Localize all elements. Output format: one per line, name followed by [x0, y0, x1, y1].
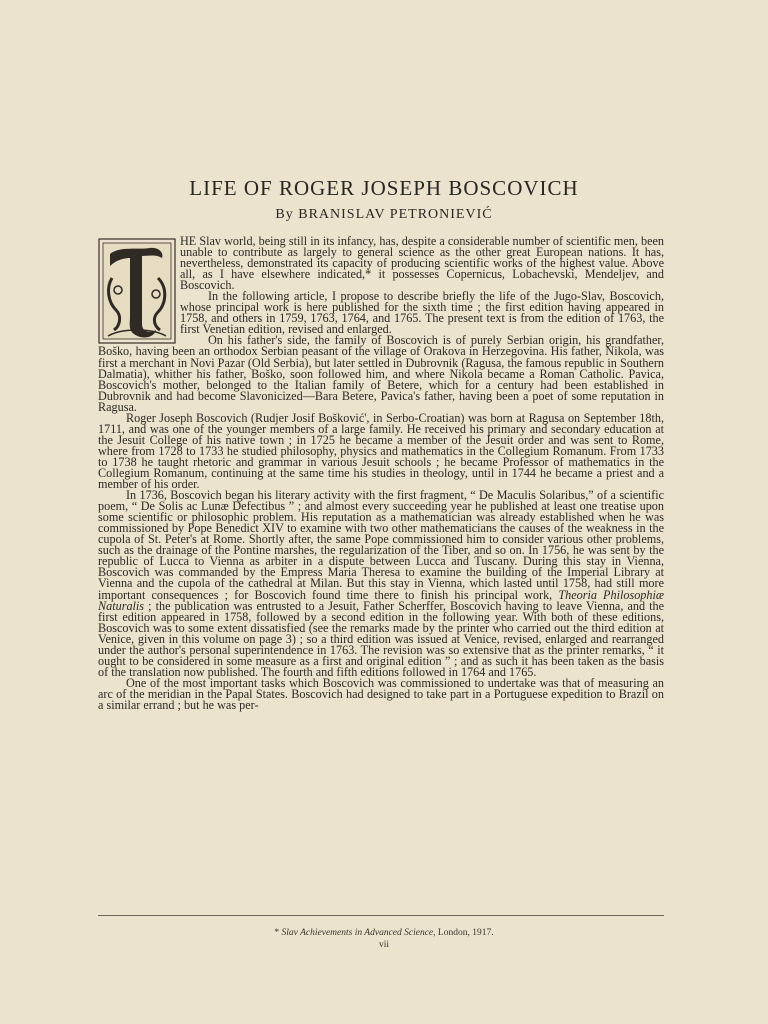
footnote — [0, 928, 768, 938]
paragraph-5-part-1: In 1736, Boscovich began his literary activity with the first fragment, “ De Maculis Solaribus,” of a scientific poem, “ De Solis ac Lunæ Defectibus ” ; and almost every succeeding year he published at least one treatise upon some scientific or philosophic problem. His reputation as a mathematician was already established when he was commissioned by Pope Benedict XIV to examine with two other mathematicians the causes of the weakness in the cupola of St. Peter's at Rome. Shortly after, the same Pope commissioned him to consider various other problems, such as the drainage of the Pontine marshes, the regularization of the Tiber, and so on. In 1756, he was sent by the republic of Lucca to Vienna as arbiter in a dispute between Lucca and Tuscany. During this stay in Vienna, Boscovich was commanded by the Empress Maria Theresa to examine the building of the Imperial Library at Vienna and the cupola of the cathedral at Milan. But this stay in Vienna, which lasted until 1758, had still more important consequences ; for Boscovich found time there to finish his principal work, — [98, 488, 664, 602]
footnote-source: Slav Achievements in Advanced Science — [281, 928, 434, 938]
footnote-rest: , London, 1917. — [433, 928, 494, 938]
paragraph-4: Roger Joseph Boscovich (Rudjer Josif Bošković', in Serbo-Croatian) was born at Ragusa on September 18th, 1711, and was one of the younger members of a large family. He received his primary and secondary education at the Jesuit College of his native town ; in 1725 he became a member of the Jesuit order and was sent to Rome, where from 1728 to 1733 he studied philosophy, physics and mathematics in the Collegium Romanum. From 1733 to 1738 he taught rhetoric and grammar in various Jesuit schools ; he became Professor of mathematics in the Collegium Romanum, continuing at the same time his studies in theology, until in 1744 he became a priest and a member of his order. — [98, 410, 664, 492]
decorative-initial-icon — [98, 238, 176, 344]
paragraph-2: In the following article, I propose to describe briefly the life of the Jugo-Slav, Boscovich, whose principal work is here published for the sixth time ; the first edition having appeared in 1758, and others in 1759, 1763, 1764, and 1765. The present text is from the edition of 1763, the first Venetian edition, revised and enlarged. — [180, 289, 664, 337]
paragraph-1: HE Slav world, being still in its infancy, has, despite a considerable number of scientific men, been unable to contribute as largely to general science as the other great European nations. It has, nevertheless, demonstrated its capacity of producing scientific works of the highest value. Above all, as I have elsewhere indicated,* it possesses Copernicus, Lobachevski, Mendeljev, and Boscovich. — [180, 234, 664, 293]
footnote-divider — [98, 915, 664, 916]
work-title-italic: Theoria Philosophiæ Naturalis — [98, 587, 665, 613]
author-byline: By BRANISLAV PETRONIEVIĆ — [275, 207, 493, 222]
paragraph-6: One of the most important tasks which Boscovich was commissioned to undertake was that of measuring an arc of the meridian in the Papal States. Boscovich had designed to take part in a Portuguese expedition to Brazil on a similar errand ; but he was per- — [98, 675, 664, 712]
chapter-title: LIFE OF ROGER JOSEPH BOSCOVICH — [189, 176, 579, 200]
footnote-marker: * — [274, 928, 280, 938]
drop-cap-ornament — [98, 238, 176, 344]
paragraph-3: On his father's side, the family of Boscovich is of purely Serbian origin, his grandfather, Boško, having been an orthodox Serbian peasant of the village of Orakova in Herzegovina. His father, Nikola, was first a merchant in Novi Pazar (Old Serbia), but later settled in Dubrovnik (Ragusa, the famous republic in Southern Dalmatia), whither his father, Boško, soon followed him, and where Nikola became a Roman Catholic. Pavica, Boscovich's mother, belonged to the Italian family of Betere, which for a century had been established in Dubrovnik and had become Slavonicized—Bara Betere, Pavica's father, having been a poet of some reputation in Ragusa. — [98, 333, 664, 414]
page-number: vii — [378, 940, 390, 950]
paragraph-5 — [98, 490, 664, 678]
body-text — [98, 236, 664, 711]
paragraph-5-part-2: ; the publication was entrusted to a Jesuit, Father Scherffer, Boscovich having to leave Vienna, and the first edition appeared in 1758, followed by a second edition in the following year. With both of these editions, Boscovich was to some extent dissatisfied (see the remarks made by the printer who carried out the third edition at Venice, given in this volume on page 3) ; so a third edition was issued at Venice, revised, enlarged and rearranged under the author's personal superintendence in 1763. The revision was so extensive that as the printer remarks, “ it ought to be considered in some measure as a first and original edition ” ; and as such it has been taken as the basis of the translation now published. The fourth and fifth editions followed in 1764 and 1765. — [98, 598, 665, 679]
